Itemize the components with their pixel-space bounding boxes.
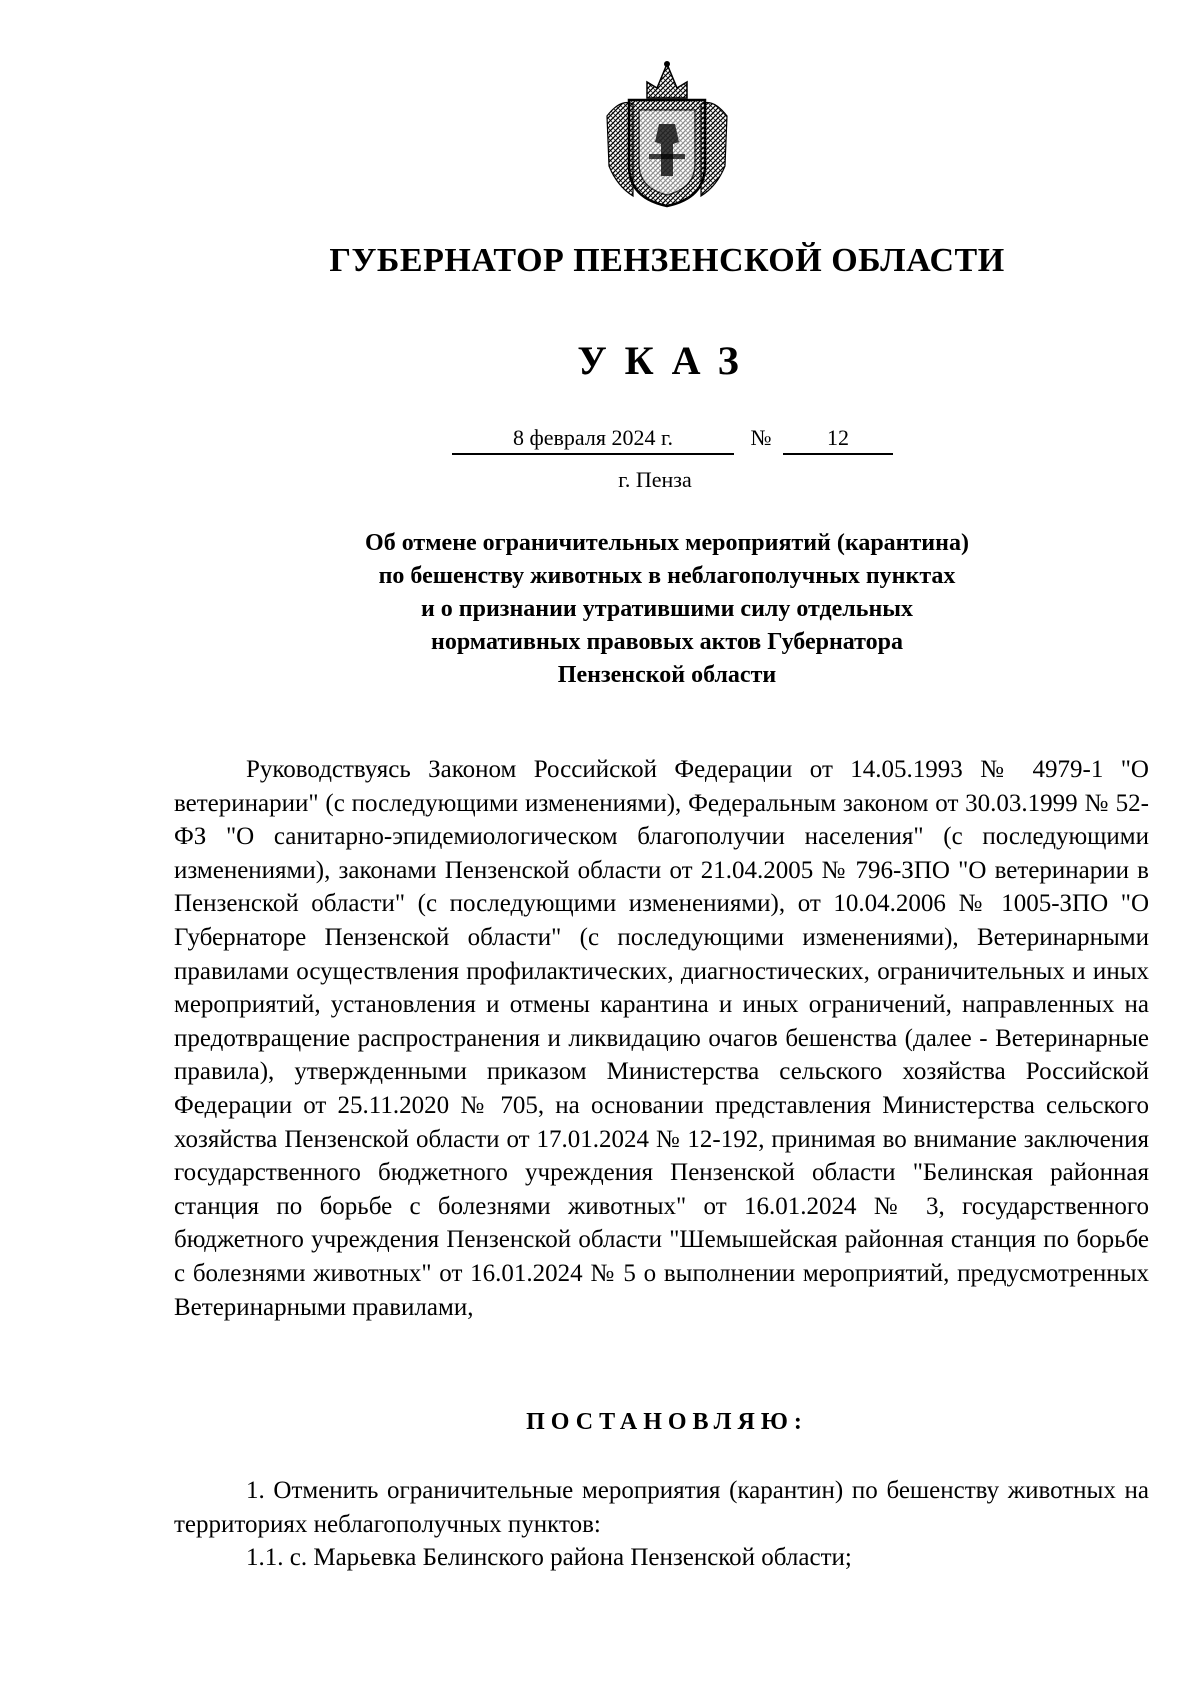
issue-city: г. Пенза [618,467,692,492]
decree-item: 1.1. с. Марьевка Белинского района Пензенской области; [246,1544,852,1572]
decree-heading: ПОСТАНОВЛЯЮ: [526,1409,808,1435]
subject-line: нормативных правовых актов Губернатора [430,629,903,655]
decree-subject [270,527,1064,692]
number-sign: № [750,425,772,450]
subject-line: по бешенству животных в неблагополучных пунктах [378,563,956,589]
coat-of-arms-emblem [603,58,731,208]
subject-line: Об отмене ограничительных мероприятий (карантина) [365,530,969,556]
issuing-authority: ГУБЕРНАТОР ПЕНЗЕНСКОЙ ОБЛАСТИ [329,242,1005,279]
decree-item: 1. Отменить ограничительные мероприятия (карантин) по бешенству животных на территориях неблагополучных пунктов: [174,1477,1149,1538]
preamble-paragraph: Руководствуясь Законом Российской Федерации от 14.05.1993 № 4979-1 "О ветеринарии" (с последующими изменениями), Федеральным законом от 30.03.1999 № 52-ФЗ "О санитарно-эпидемиологическом благополучии населения" (с последующими изменениями), законами Пензенской области от 21.04.2005 № 796-ЗПО "О ветеринарии в Пензенской области" (с последующими изменениями), от 10.04.2006 № 1005-ЗПО "О Губернаторе Пензенской области" (с последующими изменениями), Ветеринарными правилами осуществления профилактических, диагностических, ограничительных и иных мероприятий, установления и отмены карантина и иных ограничений, направленных на предотвращение распространения и ликвидацию очагов бешенства (далее - Ветеринарные правила), утвержденными приказом Министерства сельского хозяйства Российской Федерации от 25.11.2020 № 705, на основании представления Министерства сельского хозяйства Пензенской области от 17.01.2024 № 12-192, принимая во внимание заключения государственного бюджетного учреждения Пензенской области "Белинская районная станция по борьбе с болезнями животных" от 16.01.2024 № 3, государственного бюджетного учреждения Пензенской области "Шемышейская районная станция по борьбе с болезнями животных" от 16.01.2024 № 5 о выполнении мероприятий, предусмотренных Ветеринарными правилами, [174,756,1149,1321]
document-type: УКАЗ [577,338,757,383]
subject-line: Пензенской области [557,662,777,688]
decree-items [174,1474,1149,1575]
preamble-section [174,753,1149,1324]
subject-line: и о признании утратившими силу отдельных [420,596,914,622]
decree-date: 8 февраля 2024 г. [452,425,734,455]
decree-number: 12 [783,425,893,455]
